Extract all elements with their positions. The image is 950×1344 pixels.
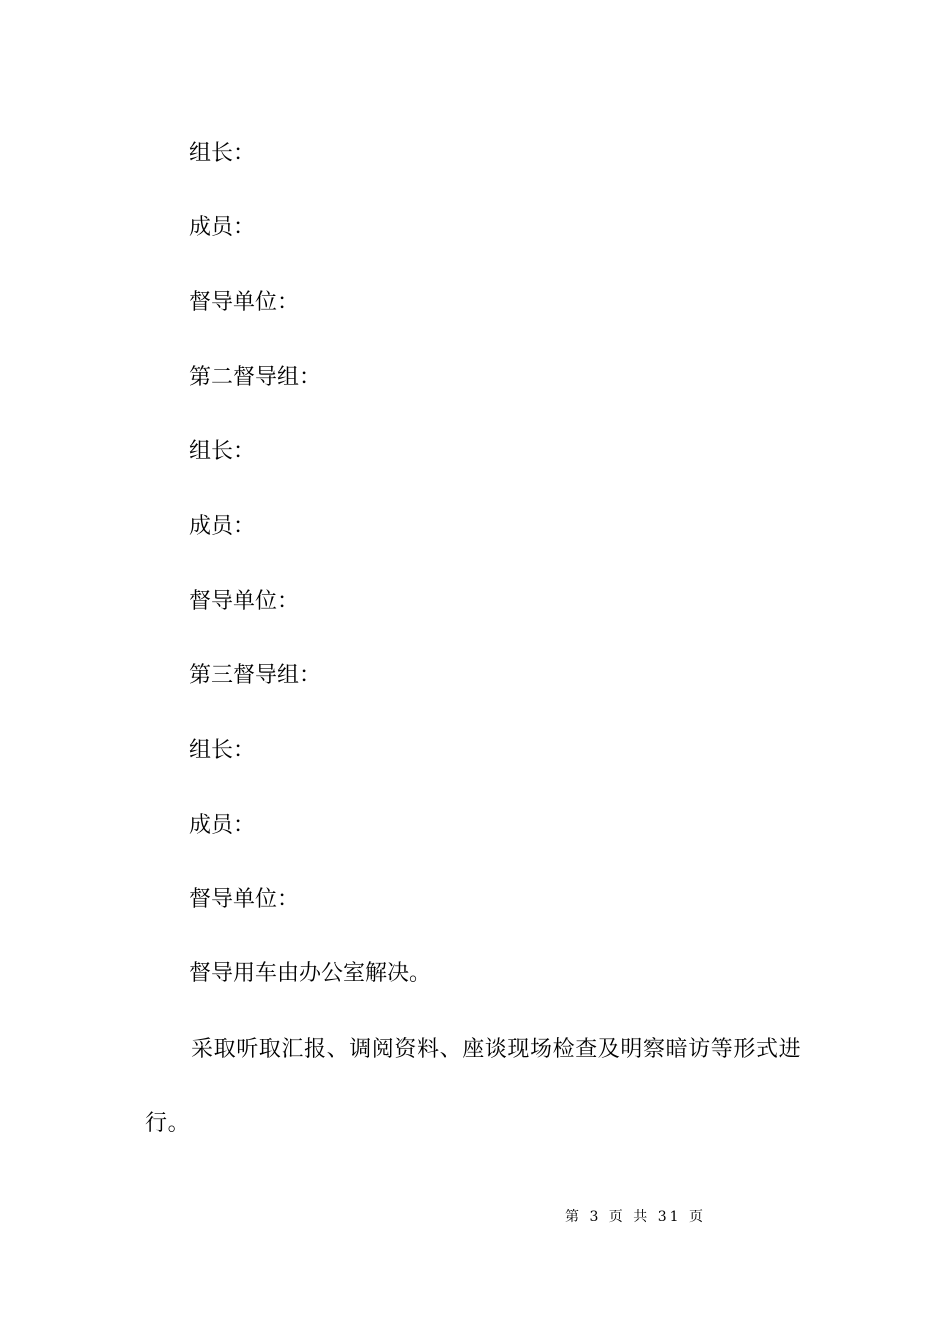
- text-line: 第二督导组：: [189, 365, 322, 390]
- text-line: 督导单位：: [189, 887, 300, 912]
- text-line: 组长：: [189, 141, 256, 166]
- text-line: 督导单位：: [189, 589, 300, 614]
- text-line: 督导单位：: [189, 290, 300, 315]
- text-line: 督导用车由办公室解决。: [189, 961, 432, 986]
- body-paragraph: 采取听取汇报、调阅资料、座谈现场检查及明察暗访等形式进行。: [145, 1037, 802, 1136]
- text-line: 组长：: [189, 738, 256, 763]
- text-line: 第三督导组：: [189, 663, 322, 688]
- text-line: 成员：: [189, 514, 256, 539]
- text-line: 成员：: [189, 215, 256, 240]
- page-number-footer: 第 3 页 共 31 页: [565, 1209, 706, 1225]
- text-line: 成员：: [189, 813, 256, 838]
- text-line: 组长：: [189, 439, 256, 464]
